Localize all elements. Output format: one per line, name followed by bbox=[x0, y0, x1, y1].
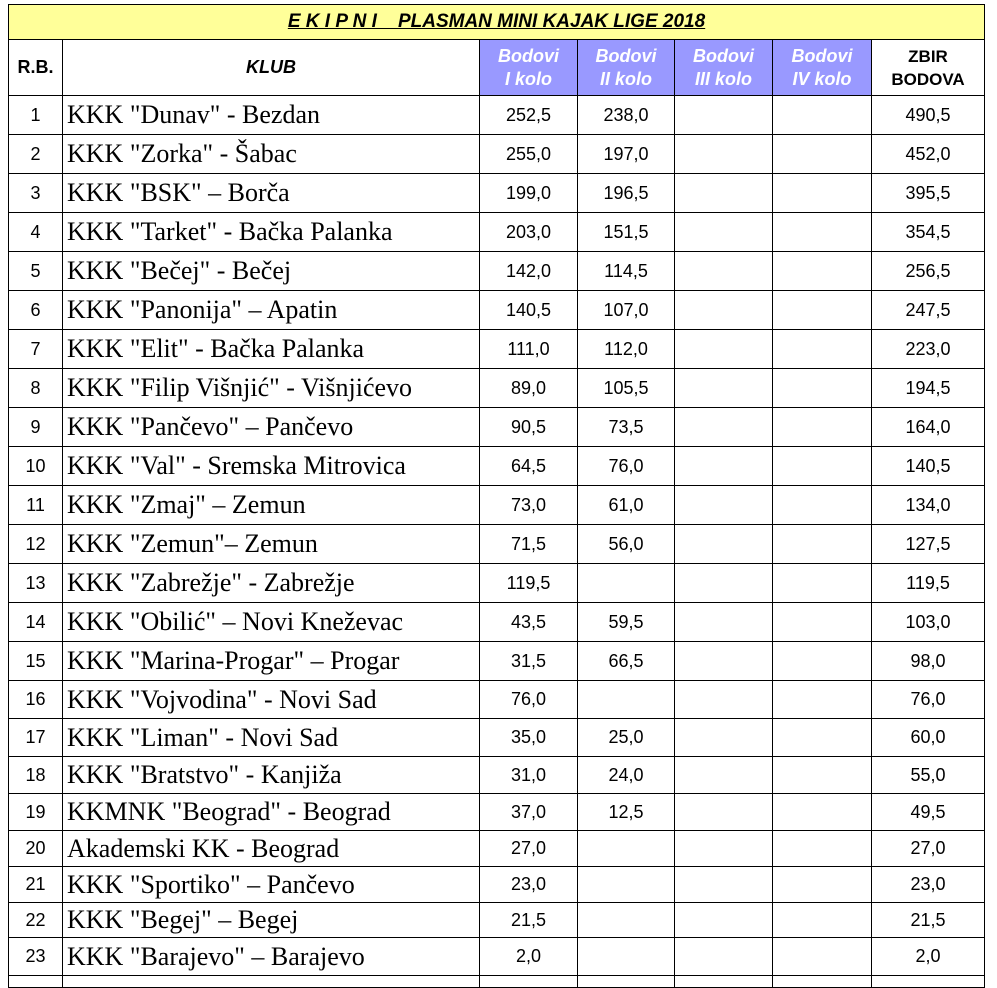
cell-zbir: 27,0 bbox=[872, 831, 985, 867]
cell-club: KKK "Obilić" – Novi Kneževac bbox=[63, 603, 480, 642]
table-row bbox=[9, 642, 985, 681]
cell-club: KKK "Sportiko" – Pančevo bbox=[63, 867, 480, 903]
cell-kolo-3 bbox=[675, 525, 773, 564]
cell-kolo-3 bbox=[675, 135, 773, 174]
cell-kolo-1: 31,0 bbox=[480, 757, 578, 794]
cell-kolo-2: 24,0 bbox=[578, 757, 675, 794]
header-row bbox=[9, 40, 985, 96]
cell-rank: 17 bbox=[9, 719, 63, 757]
cell-club: KKMNK "Beograd" - Beograd bbox=[63, 794, 480, 831]
cell-club: Akademski KK - Beograd bbox=[63, 831, 480, 867]
cell-kolo-1: 2,0 bbox=[480, 938, 578, 976]
table-row bbox=[9, 867, 985, 903]
cell-rank: 16 bbox=[9, 681, 63, 719]
table-row bbox=[9, 719, 985, 757]
cell-club: KKK "Filip Višnjić" - Višnjićevo bbox=[63, 369, 480, 408]
header-kolo-1 bbox=[480, 40, 578, 96]
table-row-empty bbox=[9, 976, 985, 988]
cell-rank: 20 bbox=[9, 831, 63, 867]
cell-kolo-4 bbox=[773, 757, 872, 794]
cell-kolo-2 bbox=[578, 903, 675, 938]
cell-zbir: 256,5 bbox=[872, 252, 985, 291]
cell-kolo-4 bbox=[773, 867, 872, 903]
cell-kolo-3 bbox=[675, 564, 773, 603]
cell-zbir: 395,5 bbox=[872, 174, 985, 213]
cell-kolo-1: 73,0 bbox=[480, 486, 578, 525]
cell-zbir: 490,5 bbox=[872, 96, 985, 135]
table-row bbox=[9, 757, 985, 794]
header-kolo-3 bbox=[675, 40, 773, 96]
cell-club: KKK "Marina-Progar" – Progar bbox=[63, 642, 480, 681]
cell-kolo-1: 31,5 bbox=[480, 642, 578, 681]
header-zbir bbox=[872, 40, 985, 96]
cell-rank: 6 bbox=[9, 291, 63, 330]
cell-kolo-4 bbox=[773, 603, 872, 642]
cell-zbir: 76,0 bbox=[872, 681, 985, 719]
cell-kolo-1: 37,0 bbox=[480, 794, 578, 831]
cell-club: KKK "Elit" - Bačka Palanka bbox=[63, 330, 480, 369]
header-rb: R.B. bbox=[9, 40, 63, 96]
cell-rank: 5 bbox=[9, 252, 63, 291]
cell-empty bbox=[9, 976, 63, 988]
header-kolo-3-line2: III kolo bbox=[694, 68, 752, 89]
cell-kolo-3 bbox=[675, 96, 773, 135]
cell-kolo-3 bbox=[675, 447, 773, 486]
cell-kolo-2: 59,5 bbox=[578, 603, 675, 642]
header-kolo-4 bbox=[773, 40, 872, 96]
cell-kolo-3 bbox=[675, 603, 773, 642]
cell-zbir: 2,0 bbox=[872, 938, 985, 976]
cell-club: KKK "Bratstvo" - Kanjiža bbox=[63, 757, 480, 794]
cell-kolo-1: 252,5 bbox=[480, 96, 578, 135]
table-row bbox=[9, 938, 985, 976]
cell-kolo-1: 140,5 bbox=[480, 291, 578, 330]
cell-club: KKK "Barajevo" – Barajevo bbox=[63, 938, 480, 976]
cell-kolo-4 bbox=[773, 719, 872, 757]
cell-kolo-3 bbox=[675, 719, 773, 757]
standings-table bbox=[8, 4, 985, 988]
table-row bbox=[9, 564, 985, 603]
table-body bbox=[9, 96, 985, 988]
cell-rank: 13 bbox=[9, 564, 63, 603]
cell-zbir: 55,0 bbox=[872, 757, 985, 794]
cell-kolo-4 bbox=[773, 135, 872, 174]
cell-kolo-2: 196,5 bbox=[578, 174, 675, 213]
cell-club: KKK "Pančevo" – Pančevo bbox=[63, 408, 480, 447]
cell-kolo-2: 56,0 bbox=[578, 525, 675, 564]
cell-kolo-3 bbox=[675, 330, 773, 369]
cell-rank: 21 bbox=[9, 867, 63, 903]
cell-club: KKK "Vojvodina" - Novi Sad bbox=[63, 681, 480, 719]
cell-club: KKK "Zabrežje" - Zabrežje bbox=[63, 564, 480, 603]
cell-zbir: 127,5 bbox=[872, 525, 985, 564]
cell-kolo-3 bbox=[675, 757, 773, 794]
cell-kolo-4 bbox=[773, 831, 872, 867]
cell-kolo-4 bbox=[773, 291, 872, 330]
table-row bbox=[9, 291, 985, 330]
cell-kolo-4 bbox=[773, 213, 872, 252]
table-row bbox=[9, 681, 985, 719]
cell-club: KKK "Zmaj" – Zemun bbox=[63, 486, 480, 525]
cell-kolo-4 bbox=[773, 794, 872, 831]
cell-zbir: 140,5 bbox=[872, 447, 985, 486]
header-zbir-line1: ZBIR bbox=[908, 46, 948, 66]
table-row bbox=[9, 447, 985, 486]
cell-kolo-3 bbox=[675, 867, 773, 903]
cell-kolo-1: 21,5 bbox=[480, 903, 578, 938]
cell-kolo-2: 107,0 bbox=[578, 291, 675, 330]
cell-kolo-1: 89,0 bbox=[480, 369, 578, 408]
cell-empty bbox=[578, 976, 675, 988]
table-row bbox=[9, 408, 985, 447]
cell-kolo-2: 197,0 bbox=[578, 135, 675, 174]
page-title: E K I P N I PLASMAN MINI KAJAK LIGE 2018 bbox=[9, 5, 985, 40]
cell-kolo-1: 43,5 bbox=[480, 603, 578, 642]
cell-empty bbox=[480, 976, 578, 988]
cell-kolo-2: 73,5 bbox=[578, 408, 675, 447]
cell-kolo-4 bbox=[773, 903, 872, 938]
cell-rank: 18 bbox=[9, 757, 63, 794]
cell-kolo-3 bbox=[675, 174, 773, 213]
cell-kolo-2: 61,0 bbox=[578, 486, 675, 525]
header-kolo-3-line1: Bodovi bbox=[693, 45, 754, 66]
cell-zbir: 23,0 bbox=[872, 867, 985, 903]
cell-kolo-4 bbox=[773, 681, 872, 719]
cell-kolo-1: 199,0 bbox=[480, 174, 578, 213]
cell-kolo-2: 114,5 bbox=[578, 252, 675, 291]
cell-zbir: 134,0 bbox=[872, 486, 985, 525]
cell-rank: 10 bbox=[9, 447, 63, 486]
cell-club: KKK "Tarket" - Bačka Palanka bbox=[63, 213, 480, 252]
cell-club: KKK "BSK" – Borča bbox=[63, 174, 480, 213]
cell-kolo-4 bbox=[773, 330, 872, 369]
table-row bbox=[9, 369, 985, 408]
cell-kolo-4 bbox=[773, 525, 872, 564]
cell-zbir: 247,5 bbox=[872, 291, 985, 330]
cell-zbir: 21,5 bbox=[872, 903, 985, 938]
cell-kolo-2 bbox=[578, 681, 675, 719]
cell-kolo-2: 112,0 bbox=[578, 330, 675, 369]
cell-kolo-4 bbox=[773, 938, 872, 976]
cell-kolo-1: 255,0 bbox=[480, 135, 578, 174]
cell-kolo-1: 76,0 bbox=[480, 681, 578, 719]
cell-rank: 22 bbox=[9, 903, 63, 938]
cell-club: KKK "Val" - Sremska Mitrovica bbox=[63, 447, 480, 486]
cell-kolo-2: 12,5 bbox=[578, 794, 675, 831]
cell-club: KKK "Bečej" - Bečej bbox=[63, 252, 480, 291]
cell-kolo-2 bbox=[578, 564, 675, 603]
header-kolo-4-line2: IV kolo bbox=[792, 68, 852, 89]
cell-kolo-3 bbox=[675, 938, 773, 976]
cell-club: KKK "Begej" – Begej bbox=[63, 903, 480, 938]
cell-kolo-3 bbox=[675, 213, 773, 252]
cell-kolo-3 bbox=[675, 486, 773, 525]
cell-rank: 3 bbox=[9, 174, 63, 213]
table-row bbox=[9, 330, 985, 369]
cell-rank: 12 bbox=[9, 525, 63, 564]
cell-club: KKK "Panonija" – Apatin bbox=[63, 291, 480, 330]
cell-rank: 8 bbox=[9, 369, 63, 408]
header-kolo-1-line2: I kolo bbox=[504, 68, 552, 89]
table-row bbox=[9, 174, 985, 213]
cell-kolo-1: 111,0 bbox=[480, 330, 578, 369]
cell-zbir: 60,0 bbox=[872, 719, 985, 757]
cell-kolo-4 bbox=[773, 369, 872, 408]
cell-kolo-4 bbox=[773, 486, 872, 525]
header-kolo-2 bbox=[578, 40, 675, 96]
cell-rank: 11 bbox=[9, 486, 63, 525]
cell-kolo-1: 64,5 bbox=[480, 447, 578, 486]
cell-kolo-1: 119,5 bbox=[480, 564, 578, 603]
cell-kolo-3 bbox=[675, 369, 773, 408]
cell-zbir: 103,0 bbox=[872, 603, 985, 642]
cell-rank: 14 bbox=[9, 603, 63, 642]
cell-kolo-1: 90,5 bbox=[480, 408, 578, 447]
cell-rank: 23 bbox=[9, 938, 63, 976]
cell-zbir: 354,5 bbox=[872, 213, 985, 252]
cell-kolo-2: 238,0 bbox=[578, 96, 675, 135]
cell-kolo-2: 25,0 bbox=[578, 719, 675, 757]
cell-rank: 1 bbox=[9, 96, 63, 135]
cell-kolo-3 bbox=[675, 831, 773, 867]
cell-kolo-4 bbox=[773, 252, 872, 291]
cell-zbir: 119,5 bbox=[872, 564, 985, 603]
cell-empty bbox=[675, 976, 773, 988]
cell-club: KKK "Liman" - Novi Sad bbox=[63, 719, 480, 757]
table-row bbox=[9, 486, 985, 525]
cell-rank: 9 bbox=[9, 408, 63, 447]
cell-rank: 7 bbox=[9, 330, 63, 369]
header-kolo-2-line1: Bodovi bbox=[595, 45, 657, 66]
cell-kolo-2: 76,0 bbox=[578, 447, 675, 486]
cell-zbir: 223,0 bbox=[872, 330, 985, 369]
cell-zbir: 452,0 bbox=[872, 135, 985, 174]
cell-zbir: 164,0 bbox=[872, 408, 985, 447]
table-row bbox=[9, 525, 985, 564]
cell-club: KKK "Zemun"– Zemun bbox=[63, 525, 480, 564]
table-row bbox=[9, 831, 985, 867]
cell-kolo-2: 66,5 bbox=[578, 642, 675, 681]
cell-rank: 19 bbox=[9, 794, 63, 831]
cell-zbir: 98,0 bbox=[872, 642, 985, 681]
cell-kolo-1: 35,0 bbox=[480, 719, 578, 757]
cell-kolo-1: 27,0 bbox=[480, 831, 578, 867]
cell-kolo-3 bbox=[675, 794, 773, 831]
cell-kolo-1: 23,0 bbox=[480, 867, 578, 903]
cell-kolo-3 bbox=[675, 291, 773, 330]
header-klub: KLUB bbox=[63, 40, 480, 96]
cell-kolo-1: 142,0 bbox=[480, 252, 578, 291]
cell-kolo-4 bbox=[773, 642, 872, 681]
cell-kolo-1: 71,5 bbox=[480, 525, 578, 564]
cell-kolo-4 bbox=[773, 96, 872, 135]
cell-kolo-3 bbox=[675, 681, 773, 719]
cell-kolo-3 bbox=[675, 252, 773, 291]
cell-kolo-2: 151,5 bbox=[578, 213, 675, 252]
cell-kolo-3 bbox=[675, 408, 773, 447]
cell-empty bbox=[63, 976, 480, 988]
cell-kolo-2: 105,5 bbox=[578, 369, 675, 408]
header-kolo-2-line2: II kolo bbox=[599, 68, 652, 89]
table-row bbox=[9, 96, 985, 135]
header-kolo-1-line1: Bodovi bbox=[498, 45, 559, 66]
table-row bbox=[9, 603, 985, 642]
header-zbir-line2: BODOVA bbox=[891, 69, 965, 89]
cell-zbir: 194,5 bbox=[872, 369, 985, 408]
cell-rank: 2 bbox=[9, 135, 63, 174]
header-kolo-4-line1: Bodovi bbox=[791, 45, 853, 66]
table-row bbox=[9, 903, 985, 938]
cell-rank: 15 bbox=[9, 642, 63, 681]
table-row bbox=[9, 135, 985, 174]
cell-rank: 4 bbox=[9, 213, 63, 252]
table-row bbox=[9, 213, 985, 252]
cell-kolo-2 bbox=[578, 938, 675, 976]
cell-empty bbox=[872, 976, 985, 988]
table-row bbox=[9, 252, 985, 291]
cell-club: KKK "Dunav" - Bezdan bbox=[63, 96, 480, 135]
cell-kolo-2 bbox=[578, 831, 675, 867]
cell-kolo-1: 203,0 bbox=[480, 213, 578, 252]
cell-kolo-3 bbox=[675, 903, 773, 938]
cell-kolo-4 bbox=[773, 564, 872, 603]
cell-kolo-4 bbox=[773, 447, 872, 486]
cell-kolo-3 bbox=[675, 642, 773, 681]
cell-zbir: 49,5 bbox=[872, 794, 985, 831]
cell-club: KKK "Zorka" - Šabac bbox=[63, 135, 480, 174]
cell-empty bbox=[773, 976, 872, 988]
table-row bbox=[9, 794, 985, 831]
cell-kolo-2 bbox=[578, 867, 675, 903]
cell-kolo-4 bbox=[773, 174, 872, 213]
cell-kolo-4 bbox=[773, 408, 872, 447]
